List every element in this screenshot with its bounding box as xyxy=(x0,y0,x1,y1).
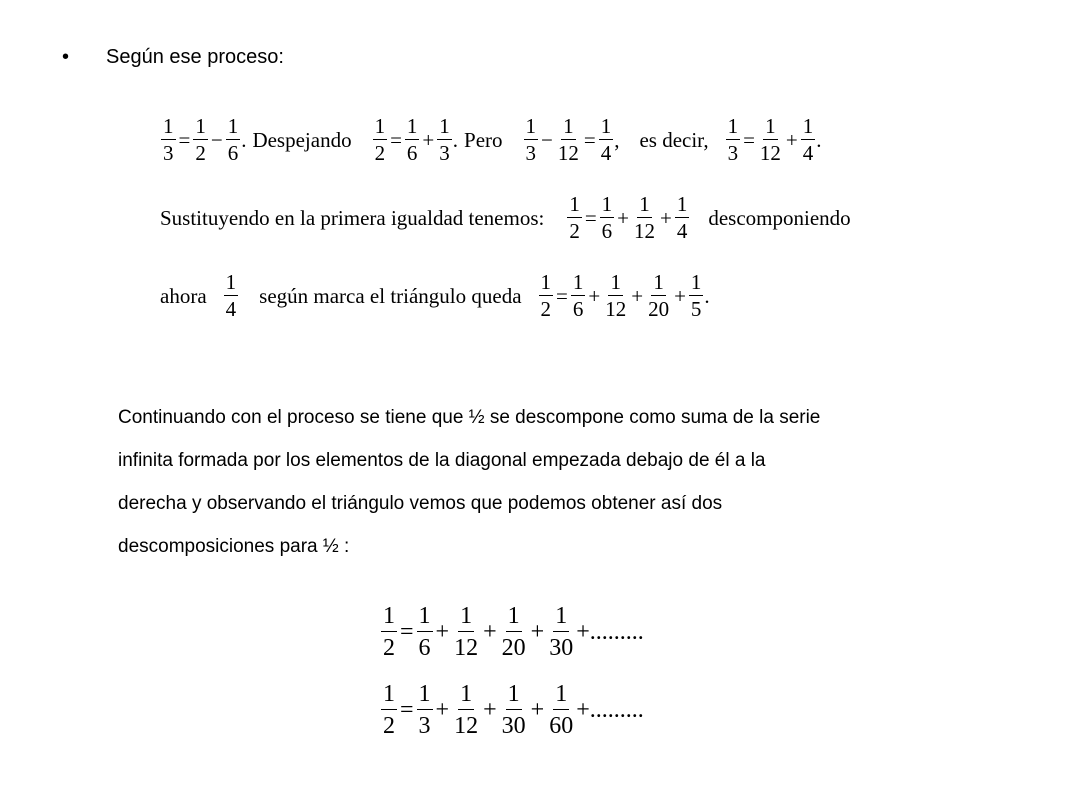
paragraph-line: infinita formada por los elementos de la diagonal empezada debajo de él a la xyxy=(118,450,766,471)
fraction: $\frac{1}{3}$ xyxy=(525,114,537,165)
series-equation-2: $\frac{1}{2}$ = $\frac{1}{3}$ + $\frac{1}{12}$ + $\frac{1}{30}$ + $\frac{1}{60}$ +......... xyxy=(383,681,644,739)
fraction: $\frac{1}{6}$ xyxy=(601,192,613,243)
series-equation-1: $\frac{1}{2}$ = $\frac{1}{6}$ + $\frac{1}{12}$ + $\frac{1}{20}$ + $\frac{1}{30}$ +......... xyxy=(383,603,644,661)
derivation-line-3: ahora $\frac{1}{4}$ según marca el triángulo queda $\frac{1}{2}$ = $\frac{1}{6}$ + $\frac{1}{12}$ + $\frac{1}{20}$ + $\frac{1}{5}$ . xyxy=(160,270,710,321)
fraction: $\frac{1}{2}$ xyxy=(569,192,580,243)
fraction: $\frac{1}{2}$ xyxy=(540,270,552,321)
fraction: $\frac{1}{12}$ xyxy=(557,114,579,165)
heading-text: Según ese proceso: xyxy=(106,46,284,68)
series-ellipsis: +......... xyxy=(576,618,644,645)
derivation-text: descomponiendo xyxy=(708,205,851,230)
fraction: $\frac{1}{4}$ xyxy=(600,114,612,165)
derivation-line-2: Sustituyendo en la primera igualdad tenemos: $\frac{1}{2}$ = $\frac{1}{6}$ + $\frac{1}{12}$ + $\frac{1}{4}$ descomponiendo xyxy=(160,192,851,243)
fraction: $\frac{1}{12}$ xyxy=(634,192,656,243)
series-ellipsis: +......... xyxy=(576,696,644,723)
derivation-text: ahora xyxy=(160,283,207,308)
derivation-text: Pero xyxy=(464,127,503,152)
fraction: $\frac{1}{30}$ xyxy=(501,681,526,739)
fraction: $\frac{1}{4}$ xyxy=(676,192,688,243)
fraction: $\frac{1}{6}$ xyxy=(227,114,239,165)
bullet-point: • xyxy=(62,46,70,68)
paragraph-line: descomposiciones para ½ : xyxy=(118,536,350,557)
fraction: $\frac{1}{6}$ xyxy=(572,270,584,321)
fraction: $\frac{1}{3}$ xyxy=(439,114,450,165)
fraction: $\frac{1}{12}$ xyxy=(759,114,781,165)
fraction: $\frac{1}{2}$ xyxy=(195,114,206,165)
fraction: $\frac{1}{12}$ xyxy=(605,270,627,321)
fraction: $\frac{1}{5}$ xyxy=(690,270,702,321)
fraction: $\frac{1}{2}$ xyxy=(383,603,395,661)
fraction: $\frac{1}{3}$ xyxy=(163,114,174,165)
derivation-text: Despejando xyxy=(252,127,352,152)
fraction: $\frac{1}{4}$ xyxy=(802,114,814,165)
fraction: $\frac{1}{6}$ xyxy=(406,114,418,165)
fraction: $\frac{1}{2}$ xyxy=(383,681,395,739)
fraction: $\frac{1}{6}$ xyxy=(418,603,431,661)
fraction: $\frac{1}{3}$ xyxy=(418,681,431,739)
fraction: $\frac{1}{12}$ xyxy=(454,603,479,661)
paragraph-line: derecha y observando el triángulo vemos que podemos obtener así dos xyxy=(118,493,723,514)
derivation-text: según marca el triángulo queda xyxy=(259,283,522,308)
derivation-text: Sustituyendo en la primera igualdad tenemos: xyxy=(160,205,545,230)
paragraph-line: Continuando con el proceso se tiene que ½ se descompone como suma de la serie xyxy=(118,407,821,428)
fraction: $\frac{1}{12}$ xyxy=(454,681,479,739)
derivation-text: es decir, xyxy=(639,127,709,152)
fraction: $\frac{1}{30}$ xyxy=(549,603,574,661)
derivation-line-1: $\frac{1}{3}$ = $\frac{1}{2}$ − $\frac{1}{6}$ . Despejando $\frac{1}{2}$ = $\frac{1}{6}$ + $\frac{1}{3}$ . Pero $\frac{1}{3}$ − $\frac{1}{12}$ = $\frac{1}{4}$ , es decir, $\frac{1}{3}$ = $\frac{1}{12}$ + $\frac{1}{4}$ . xyxy=(163,114,822,165)
fraction: $\frac{1}{20}$ xyxy=(501,603,526,661)
fraction: $\frac{1}{20}$ xyxy=(648,270,670,321)
fraction: $\frac{1}{4}$ xyxy=(225,270,237,321)
fraction: $\frac{1}{60}$ xyxy=(549,681,574,739)
paragraph xyxy=(118,396,1038,568)
fraction: $\frac{1}{3}$ xyxy=(727,114,739,165)
fraction: $\frac{1}{2}$ xyxy=(374,114,386,165)
